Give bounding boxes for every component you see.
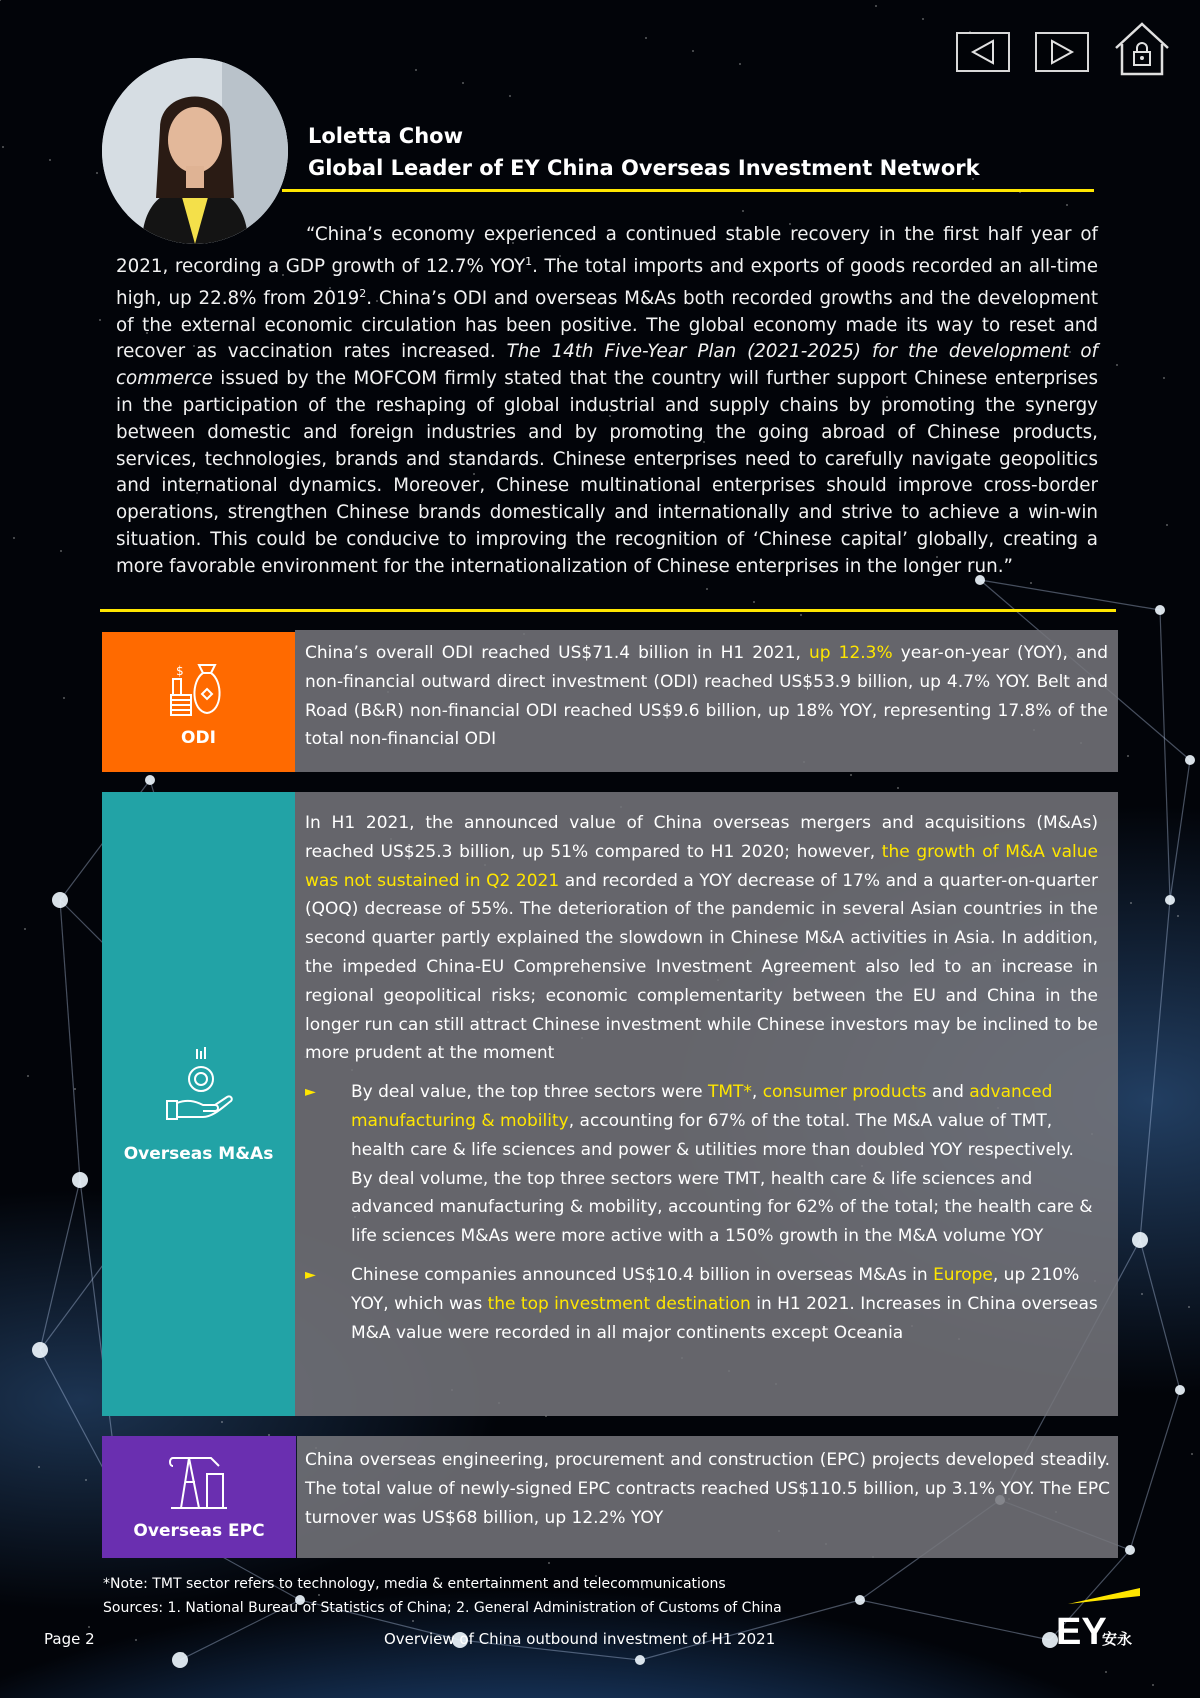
triangle-right-icon [1048,39,1076,65]
ma-text: In H1 2021, the announced value of China overseas mergers and acquisitions (M&As) reached US$25.3 billion, up 51% compared to H1 2020; however, [305,813,1098,862]
ey-logo-chinese: 安永 [1102,1630,1133,1648]
bullet-text: in H1 2021. Increases in China overseas M&A value were recorded in all major continents except Oceania [351,1293,1098,1343]
sources-note: Sources: 1. National Bureau of Statistics of China; 2. General Administration of Customs of China [103,1600,782,1616]
epc-text-panel [297,1436,1118,1558]
divider [100,609,1116,612]
ma-text-panel [295,792,1118,1416]
section-label-odi: ODI [181,728,216,748]
section-label-ma: Overseas M&As [123,1144,274,1164]
bullet-arrow-icon: ► [305,1084,316,1101]
next-page-button[interactable] [1035,32,1089,72]
footer-title: Overview of China outbound investment of H1 2021 [384,1630,776,1648]
triangle-left-icon [969,39,997,65]
ma-text: and recorded a YOY decrease of 17% and a quarter-on-quarter (QOQ) decrease of 55%. The deterioration of the pandemic in several Asian countries in the second quarter partly explained the slowdown in Chinese M&A activities in Asia. In addition, the impeded China-EU Comprehensive Investment Agreement also led to an increase in regional geopolitical risks; economic complementarity between the EU and China in the longer run can still attract Chinese investment while Chinese investors may be inclined to be more prudent at the moment [305,870,1098,1064]
highlight-text: Europe [933,1264,993,1285]
previous-page-button[interactable] [956,32,1010,72]
bullet-arrow-icon: ► [305,1266,316,1283]
quote-text: issued by the MOFCOM firmly stated that the country will further support Chinese enterprises in the participation of the reshaping of global industrial and supply chains by promoting the synergy between domestic and foreign industries and by promoting the going abroad of Chinese products, services, technologies, brands and standards. Chinese enterprises need to carefully navigate geopolitics and international dynamics. Moreover, Chinese multinational enterprises should improve cross-border operations, strengthen Chinese brands domestically and internationally and strive to achieve a win-win situation. This could be conducive to improving the recognition of ‘Chinese capital’ globally, creating a more favorable environment for the internationalization of Chinese enterprises in the longer run.” [116,368,1098,577]
divider [282,189,1094,192]
money-bag-coins-icon [167,655,231,719]
odi-text-panel [295,630,1118,772]
bullet-text: Chinese companies announced US$10.4 billion in overseas M&As in [351,1264,934,1285]
list-item [305,1261,1098,1347]
bullet-text: , [751,1082,763,1103]
home-button[interactable] [1112,20,1172,78]
odi-text: China’s overall ODI reached US$71.4 billion in H1 2021, [305,643,809,663]
highlight-text: up 12.3% [809,643,893,663]
odi-text: year-on-year (YOY), and non-financial outward direct investment (ODI) reached US$53.9 billion, up 4.7% YOY. Belt and Road (B&R) non-financial ODI reached US$9.6 billion, up 18% YOY, representing 17.8% of the total non-financial ODI [305,643,1108,750]
list-item [305,1078,1098,1251]
footnote-ref: 1 [525,254,533,268]
oil-pump-icon [167,1452,231,1512]
highlight-text: TMT* [707,1082,752,1103]
epc-text: China overseas engineering, procurement and construction (EPC) projects developed steadily. The total value of newly-signed EPC contracts reached US$110.5 billion, up 3.1% YOY. The EPC turnover was US$68 billion, up 12.2% YOY [305,1450,1110,1528]
ma-intro-paragraph [305,809,1098,1068]
footnotes [103,1572,782,1620]
tmt-note: *Note: TMT sector refers to technology, media & entertainment and telecommunications [103,1576,726,1592]
quote-text: . The total imports and exports of goods recorded an all-time high, up 22.8% from 2019 [116,255,1098,309]
bullet-text: By deal value, the top three sectors were [351,1082,708,1103]
ey-logo-text: EY [1056,1611,1107,1652]
quote-text: . China’s ODI and overseas M&As both recorded growths and the development of the external economic circulation has been positive. The global economy made its way to reset and recover as vaccination rates increased. [116,287,1099,363]
bullet-text: , accounting for 67% of the total. The M&A value of TMT, health care & life sciences and power & utilities more than doubled YOY respectively. By deal volume, the top three sectors were TMT, health care & life sciences and advanced manufacturing & mobility, accounting for 62% of the total; the health care & life sciences M&As were more active with a 150% growth in the M&A volume YOY [351,1110,1093,1247]
speaker-photo [102,58,288,244]
speaker-name: Loletta Chow [308,124,463,148]
bullet-text: and [926,1082,970,1103]
ey-logo [1056,1582,1146,1652]
speaker-title: Global Leader of EY China Overseas Investment Network [308,156,980,180]
footnote-ref: 2 [359,286,367,300]
highlight-text: consumer products [762,1082,927,1103]
home-lock-icon [1112,20,1172,78]
hand-coin-icon [163,1043,235,1123]
speaker-quote [116,222,1098,581]
quote-text: “China’s economy experienced a continued stable recovery in the first half year of 2021, recording a GDP growth of 12.7% YOY [116,224,1098,277]
svg-text:$: $ [175,664,184,678]
highlight-text: advanced manufacturing & mobility [351,1082,1053,1131]
highlight-text: the growth of M&A value was not sustained in Q2 2021 [305,841,1098,891]
ma-tile [102,792,295,1416]
epc-tile [102,1436,296,1558]
section-label-epc: Overseas EPC [133,1521,265,1541]
highlight-text: the top investment destination [487,1293,751,1314]
bullet-text: , up 210% YOY, which was [351,1264,1080,1314]
odi-tile [102,632,295,772]
quote-italic-title: The 14th Five-Year Plan (2021-2025) for the development of commerce [116,341,1098,390]
page-number: Page 2 [44,1630,95,1648]
